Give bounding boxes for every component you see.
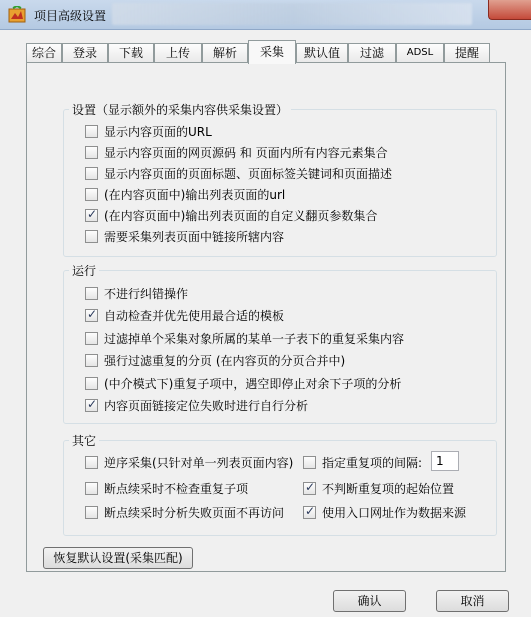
checkbox[interactable] xyxy=(85,377,98,390)
interval-input[interactable]: 1 xyxy=(431,451,459,471)
tab-upload[interactable]: 上传 xyxy=(154,43,202,63)
option-output-list-url[interactable] xyxy=(85,185,285,203)
option-output-paging-params[interactable] xyxy=(85,206,377,224)
checkbox[interactable] xyxy=(85,482,98,495)
window-title: 项目高级设置 xyxy=(34,9,107,23)
tab-collect[interactable]: 采集 xyxy=(248,40,296,64)
obscured-title-area xyxy=(112,3,472,25)
check-icon: ✓ xyxy=(87,306,98,321)
checkbox[interactable] xyxy=(85,230,98,243)
option-resume-skip-failed[interactable] xyxy=(85,503,284,521)
tab-login[interactable]: 登录 xyxy=(62,43,108,63)
checkbox[interactable] xyxy=(85,146,98,159)
checkbox-label: 显示内容页面的网页源码 和 页面内所有内容元素集合 xyxy=(104,145,388,160)
option-no-dup-start[interactable] xyxy=(303,479,454,497)
tab-parse[interactable]: 解析 xyxy=(202,43,248,63)
checkbox[interactable] xyxy=(85,306,98,322)
option-entry-url-source[interactable] xyxy=(303,503,466,521)
tab-reminder[interactable]: 提醒 xyxy=(444,43,490,63)
checkbox-label: 指定重复项的间隔: xyxy=(322,455,423,470)
checkbox-label: 显示内容页面的页面标题、页面标签关键词和页面描述 xyxy=(104,166,393,181)
checkbox[interactable] xyxy=(303,456,316,469)
checkbox-label: 内容页面链接定位失败时进行自行分析 xyxy=(104,398,309,413)
option-show-meta[interactable] xyxy=(85,164,392,182)
checkbox[interactable] xyxy=(85,287,98,300)
checkbox[interactable] xyxy=(85,188,98,201)
app-icon xyxy=(8,6,26,24)
checkbox[interactable] xyxy=(303,503,316,519)
close-button[interactable] xyxy=(488,0,531,20)
check-icon: ✓ xyxy=(305,503,316,518)
check-icon: ✓ xyxy=(305,479,316,494)
cancel-button[interactable]: 取消 xyxy=(436,590,509,612)
checkbox[interactable] xyxy=(85,125,98,138)
checkbox-label: 自动检查并优先使用最合适的模板 xyxy=(104,308,285,323)
checkbox-label: 不判断重复项的起始位置 xyxy=(322,481,455,496)
run-group-title: 运行 xyxy=(69,262,99,279)
tab-general[interactable]: 综合 xyxy=(26,43,62,63)
checkbox-label: 不进行纠错操作 xyxy=(104,286,189,301)
checkbox[interactable] xyxy=(85,354,98,367)
checkbox[interactable] xyxy=(85,456,98,469)
option-filter-duplicates-subtable[interactable] xyxy=(85,329,404,347)
title-bar xyxy=(0,0,531,30)
checkbox-label: 强行过滤重复的分页 (在内容页的分页合并中) xyxy=(104,353,346,368)
option-self-analysis[interactable] xyxy=(85,396,308,414)
checkbox[interactable] xyxy=(85,396,98,412)
checkbox-label: (在内容页面中)输出列表页面的自定义翻页参数集合 xyxy=(104,208,378,223)
option-no-error-correction[interactable] xyxy=(85,284,188,302)
check-icon: ✓ xyxy=(87,396,98,411)
settings-group-title: 设置（显示额外的采集内容供采集设置） xyxy=(69,101,291,118)
other-group-title: 其它 xyxy=(69,432,99,449)
tab-filter[interactable]: 过滤 xyxy=(348,43,396,63)
checkbox[interactable] xyxy=(85,167,98,180)
option-resume-no-dup-check[interactable] xyxy=(85,479,248,497)
option-dup-interval[interactable] xyxy=(303,453,422,471)
checkbox-label: 断点续采时不检查重复子项 xyxy=(104,481,249,496)
checkbox-label: 断点续采时分析失败页面不再访问 xyxy=(104,505,285,520)
tab-download[interactable]: 下载 xyxy=(108,43,154,63)
checkbox-label: 显示内容页面的URL xyxy=(104,124,212,139)
option-stop-on-empty[interactable] xyxy=(85,374,401,392)
option-show-url[interactable] xyxy=(85,122,212,140)
checkbox[interactable] xyxy=(85,332,98,345)
option-auto-template[interactable] xyxy=(85,306,284,324)
tab-defaults[interactable]: 默认值 xyxy=(296,43,348,63)
checkbox-label: (在内容页面中)输出列表页面的url xyxy=(104,187,286,202)
tab-adsl[interactable]: ADSL xyxy=(396,43,444,63)
checkbox-label: 过滤掉单个采集对象所属的某单一子表下的重复采集内容 xyxy=(104,331,405,346)
checkbox-label: 需要采集列表页面中链接所辖内容 xyxy=(104,229,285,244)
restore-defaults-button[interactable]: 恢复默认设置(采集匹配) xyxy=(43,547,193,569)
option-force-filter-paging[interactable] xyxy=(85,351,345,369)
tab-panel xyxy=(26,62,506,572)
ok-button[interactable]: 确认 xyxy=(333,590,406,612)
checkbox-label: 逆序采集(只针对单一列表页面内容) xyxy=(104,455,294,470)
check-icon: ✓ xyxy=(87,206,98,221)
option-reverse-collect[interactable] xyxy=(85,453,293,471)
checkbox[interactable] xyxy=(303,479,316,495)
option-collect-list-links[interactable] xyxy=(85,227,284,245)
option-show-source[interactable] xyxy=(85,143,388,161)
checkbox[interactable] xyxy=(85,506,98,519)
checkbox[interactable] xyxy=(85,206,98,222)
checkbox-label: 使用入口网址作为数据来源 xyxy=(322,505,467,520)
checkbox-label: (中介模式下)重复子项中，遇空即停止对余下子项的分析 xyxy=(104,376,402,391)
